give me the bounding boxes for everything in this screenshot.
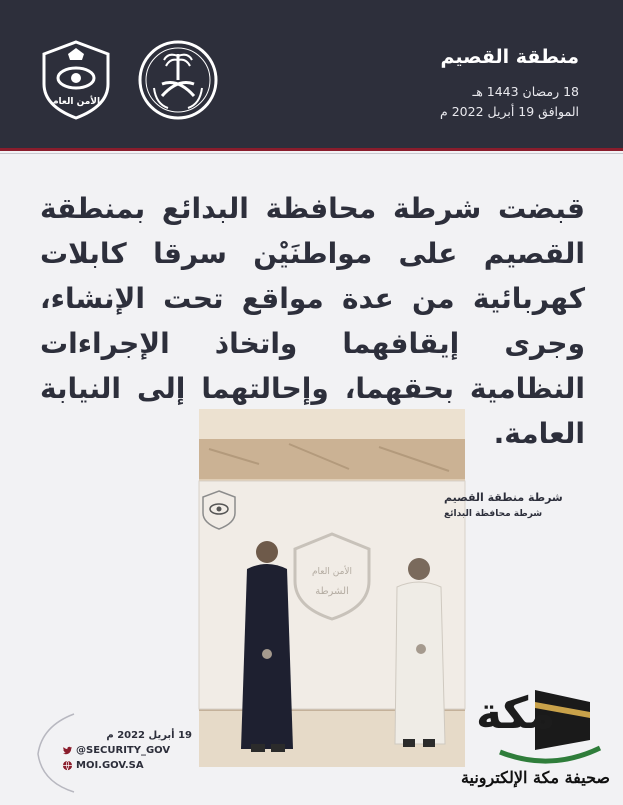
sign-logo-text-1: الأمن العام bbox=[311, 567, 353, 577]
footer-date: 19 أبريل 2022 م bbox=[106, 730, 192, 741]
region-title: منطقة القصيم bbox=[440, 46, 579, 68]
header-divider bbox=[0, 153, 623, 154]
news-body-text: قبضت شرطة محافظة البدائع بمنطقة القصيم على مواطنَيْن سرقا كابلات كهربائية من عدة مواقع تحت الإنشاء، وجرى إيقافهما واتخاذ الإجراءات النظامية بحقهما، وإحالتهما إلى النيابة العامة. bbox=[40, 192, 585, 450]
gregorian-date: الموافق 19 أبريل 2022 م bbox=[440, 104, 579, 119]
public-security-emblem-icon bbox=[34, 38, 118, 122]
header-accent-rule bbox=[0, 148, 623, 151]
twitter-icon bbox=[62, 745, 73, 756]
header-bar bbox=[0, 0, 623, 148]
twitter-handle: @SECURITY_GOV bbox=[76, 745, 171, 756]
watermark-caption: صحيفة مكة الإلكترونية bbox=[460, 768, 610, 787]
header-info bbox=[319, 46, 579, 122]
sign-line-2: شرطة محافظة البدائع bbox=[444, 509, 543, 519]
footer-website-row[interactable] bbox=[62, 758, 192, 773]
footer-twitter-row[interactable] bbox=[62, 743, 192, 758]
footer-social bbox=[62, 728, 192, 773]
sign-line-1: شرطة منطقة القصيم bbox=[444, 491, 563, 504]
globe-icon bbox=[62, 760, 73, 771]
saudi-palm-swords-emblem-icon bbox=[136, 38, 220, 122]
website-link: MOI.GOV.SA bbox=[76, 760, 144, 771]
makkah-newspaper-watermark bbox=[440, 680, 610, 800]
emblem-left-label: الأمن العام bbox=[51, 97, 101, 107]
watermark-logo-text: مكة bbox=[476, 688, 556, 739]
hijri-date: 18 رمضان 1443 هـ bbox=[472, 84, 579, 99]
sign-logo-text-2: الشرطة bbox=[315, 586, 349, 597]
footer-date-row bbox=[62, 728, 192, 743]
